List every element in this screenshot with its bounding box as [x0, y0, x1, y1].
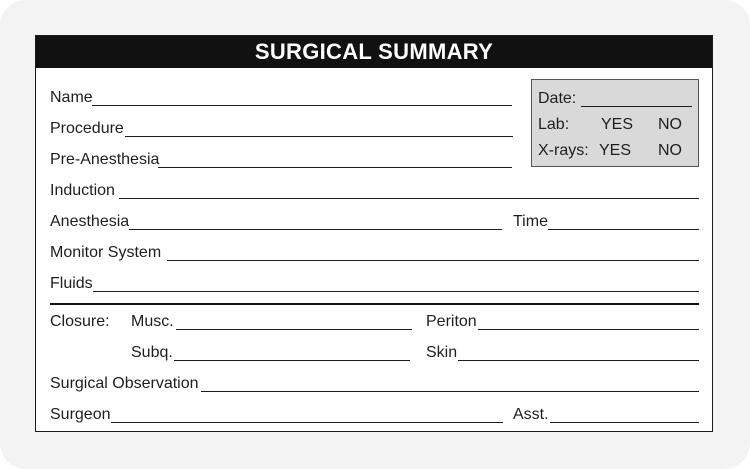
lab-label: Lab: [538, 116, 570, 133]
procedure-label: Procedure [50, 120, 124, 137]
lab-yes-option[interactable]: YES [601, 116, 634, 133]
label-title: SURGICAL SUMMARY [254, 39, 494, 64]
asst-line[interactable] [550, 422, 699, 423]
surgical-observation-label: Surgical Observation [50, 375, 199, 392]
pre-anesthesia-line[interactable] [158, 167, 512, 168]
musc-line[interactable] [176, 329, 412, 330]
surgeon-label: Surgeon [50, 406, 111, 423]
fluids-line[interactable] [93, 291, 699, 292]
xrays-label: X-rays: [538, 142, 589, 159]
label-header [36, 36, 712, 68]
surgical-summary-label [35, 35, 713, 432]
procedure-line[interactable] [125, 136, 513, 137]
anesthesia-label: Anesthesia [50, 213, 130, 230]
pre-anesthesia-label: Pre-Anesthesia [50, 151, 160, 168]
monitor-system-label: Monitor System [50, 244, 162, 261]
monitor-system-line[interactable] [167, 260, 699, 261]
time-line[interactable] [548, 229, 699, 230]
date-label: Date: [538, 90, 577, 107]
periton-line[interactable] [478, 329, 699, 330]
subq-label: Subq. [131, 344, 173, 361]
section-divider [50, 303, 699, 305]
induction-label: Induction [50, 182, 115, 199]
asst-label: Asst. [513, 406, 549, 423]
skin-line[interactable] [458, 360, 699, 361]
surgeon-line[interactable] [111, 422, 503, 423]
closure-label: Closure: [50, 313, 110, 330]
fluids-label: Fluids [50, 275, 93, 292]
subq-line[interactable] [174, 360, 410, 361]
periton-label: Periton [426, 313, 477, 330]
date-line[interactable] [581, 106, 692, 107]
induction-line[interactable] [119, 198, 699, 199]
name-line[interactable] [92, 105, 512, 106]
name-label: Name [50, 89, 93, 106]
musc-label: Musc. [131, 313, 174, 330]
info-box [531, 79, 699, 167]
time-label: Time [513, 213, 548, 230]
skin-label: Skin [426, 344, 458, 361]
lab-no-option[interactable]: NO [658, 116, 682, 133]
xrays-no-option[interactable]: NO [658, 142, 682, 159]
xrays-yes-option[interactable]: YES [599, 142, 632, 159]
anesthesia-line[interactable] [129, 229, 502, 230]
surgical-observation-line[interactable] [201, 391, 699, 392]
